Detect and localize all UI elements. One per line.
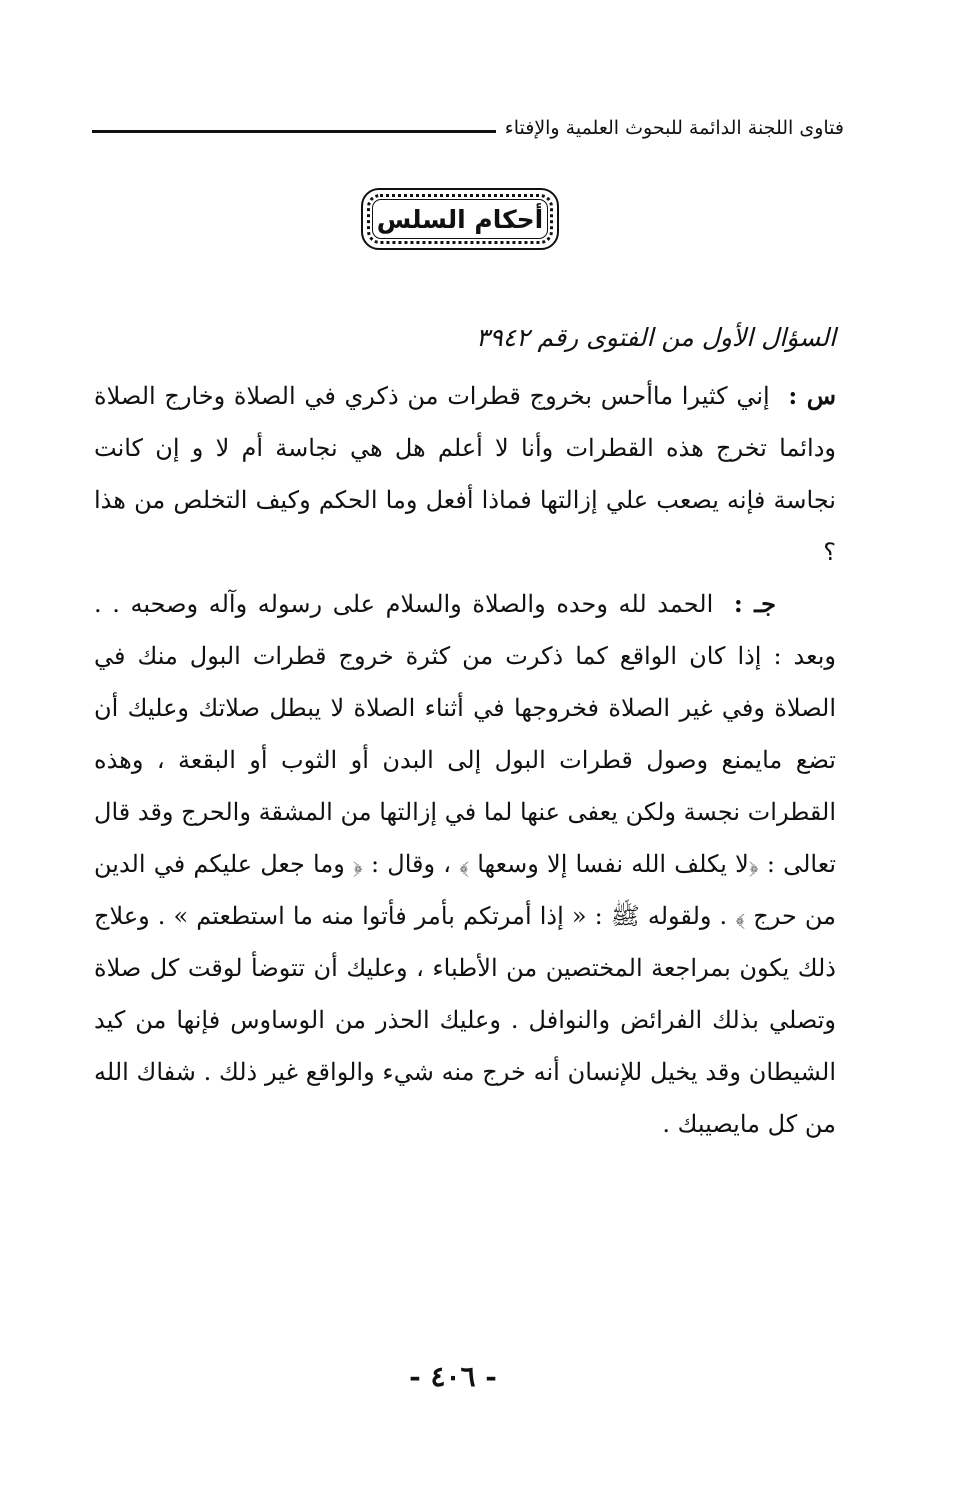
section-title: أحكام السلس <box>376 204 544 234</box>
answer-prefix: جـ : <box>733 589 776 618</box>
section-title-frame <box>361 188 559 250</box>
running-header <box>92 110 844 150</box>
answer-text: الحمد لله وحده والصلاة والسلام على رسوله وآله وصحبه . . وبعد : إذا كان الواقع كما ذكرت من كثرة خروج قطرات البول منك في الصلاة وفي غير الصلاة فخروجها في أثناء الصلاة لا يبطل صلاتك وعليك أن تضع مايمنع وصول قطرات البول إلى البدن أو الثوب أو البقعة ، وهذه القطرات نجسة ولكن يعفى عنها لما في إزالتها من المشقة والحرج وقد قال تعالى : ﴿لا يكلف الله نفسا إلا وسعها ﴾ ، وقال : ﴿ وما جعل عليكم في الدين من حرج ﴾ . ولقوله ﷺ : « إذا أمرتكم بأمر فأتوا منه ما استطعتم » . وعلاج ذلك يكون بمراجعة المختصين من الأطباء ، وعليك أن تتوضأ لوقت كل صلاة وتصلي بذلك الفرائض والنوافل . وعليك الحذر من الوساوس فإنها من كيد الشيطان وقد يخيل للإنسان أنه خرج منه شيء والواقع غير ذلك . شفاك الله من كل مايصيبك . <box>94 590 837 1138</box>
question-heading: السؤال الأول من الفتوى رقم ٣٩٤٢ <box>475 323 836 352</box>
question-prefix: س : <box>788 381 837 410</box>
header-divider <box>92 130 496 133</box>
question-text: إني كثيرا ماأحس بخروج قطرات من ذكري في الصلاة وخارج الصلاة ودائما تخرج هذه القطرات وأنا لا أعلم هل هي نجاسة أم لا و إن كانت نجاسة فإنه يصعب علي إزالتها فماذا أفعل وما الحكم وكيف التخلص من هذا ؟ <box>94 382 836 566</box>
page-number: - ٤٠٦ - <box>409 1360 497 1393</box>
answer-paragraph <box>94 578 836 1150</box>
book-title: فتاوى اللجنة الدائمة للبحوث العلمية والإفتاء <box>504 117 844 139</box>
question-paragraph <box>94 370 836 578</box>
fatwa-content <box>94 312 836 1150</box>
